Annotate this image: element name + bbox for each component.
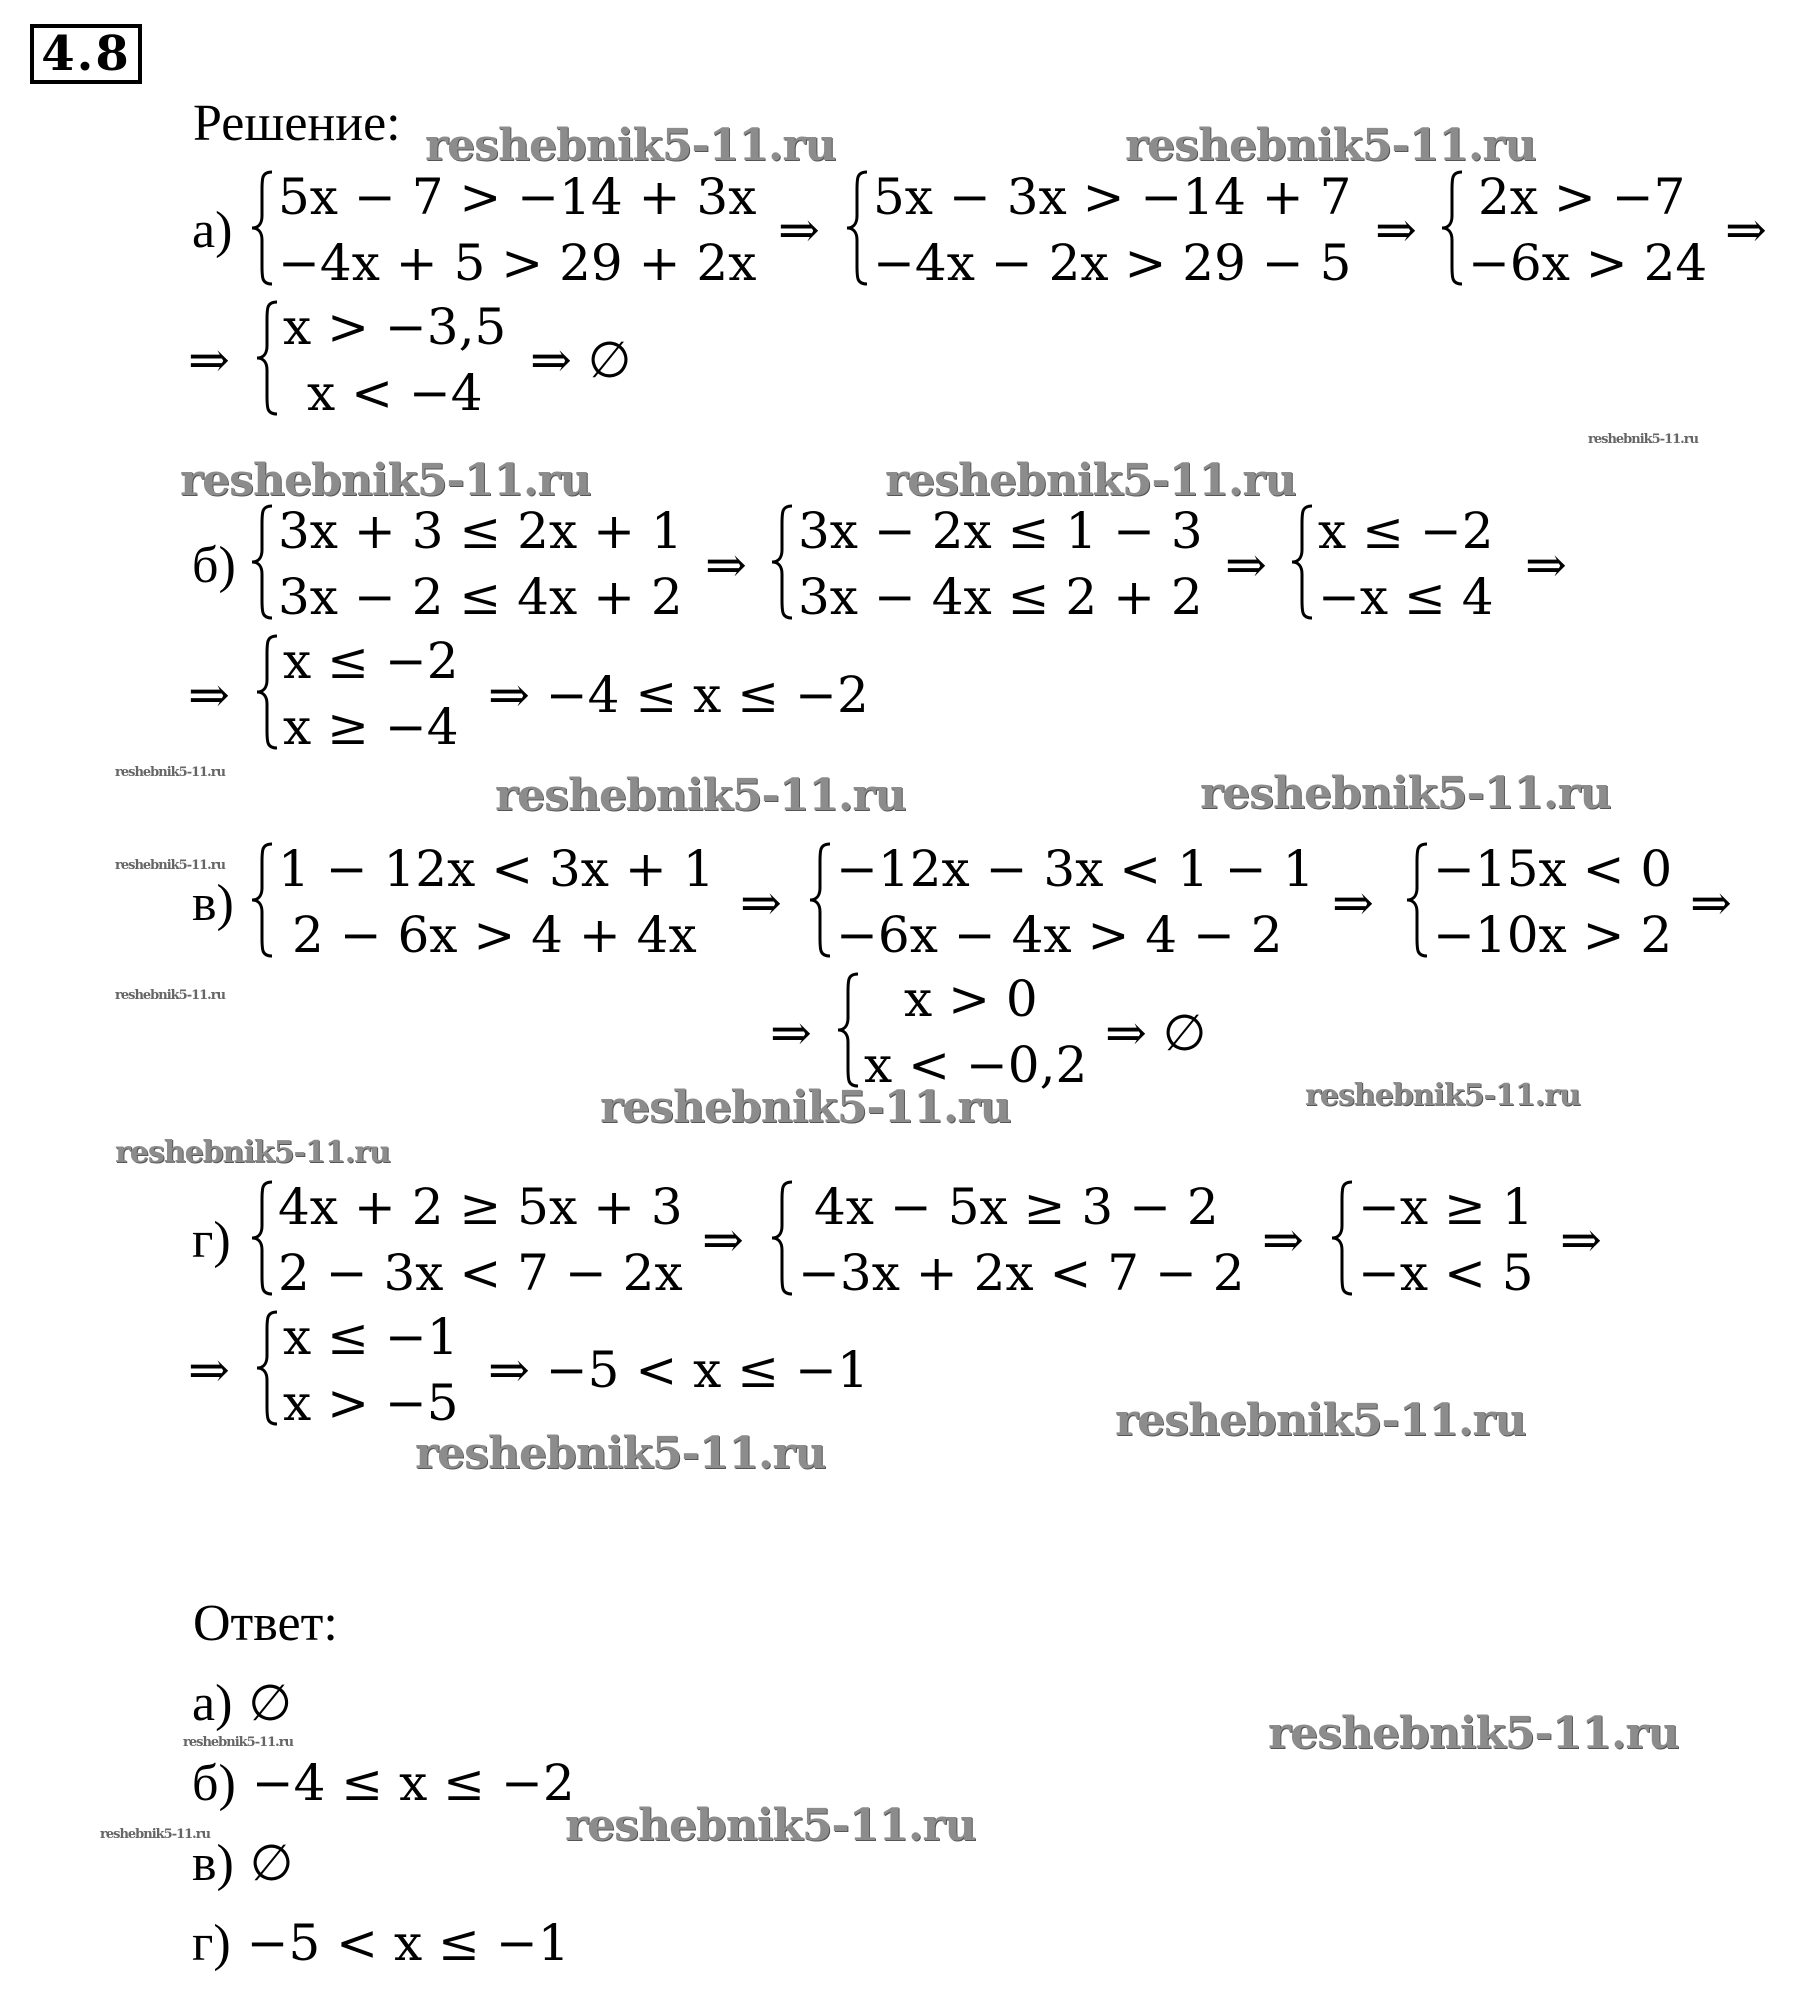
part-d-label: г)	[192, 1212, 231, 1269]
watermark: reshebnik5-11.ru	[415, 1428, 826, 1479]
implies-arrow: ⇒	[188, 1341, 230, 1399]
problem-number: 4.8	[30, 24, 142, 84]
watermark: reshebnik5-11.ru	[100, 1827, 211, 1842]
implies-arrow: ⇒	[770, 1004, 812, 1062]
brace-icon	[1290, 502, 1314, 622]
answer-d: г) −5 < x ≤ −1	[192, 1914, 570, 1972]
answer-b: б) −4 ≤ x ≤ −2	[192, 1754, 575, 1812]
brace-icon	[250, 502, 274, 622]
implies-arrow: ⇒	[1690, 874, 1732, 932]
part-a-label: а)	[192, 202, 233, 259]
watermark: reshebnik5-11.ru	[1268, 1708, 1679, 1759]
brace-icon	[255, 1308, 279, 1428]
watermark: reshebnik5-11.ru	[885, 455, 1296, 506]
part-b-result: ⇒ −4 ≤ x ≤ −2	[488, 666, 869, 724]
watermark: reshebnik5-11.ru	[115, 858, 226, 873]
watermark: reshebnik5-11.ru	[600, 1082, 1011, 1133]
implies-arrow: ⇒	[740, 874, 782, 932]
brace-icon	[250, 840, 274, 960]
implies-arrow: ⇒	[702, 1211, 744, 1269]
implies-arrow: ⇒	[1375, 201, 1417, 259]
brace-icon	[255, 632, 279, 752]
watermark: reshebnik5-11.ru	[1125, 120, 1536, 171]
implies-arrow: ⇒	[1525, 536, 1567, 594]
brace-icon	[250, 1178, 274, 1298]
watermark: reshebnik5-11.ru	[183, 1735, 294, 1750]
part-d-result: ⇒ −5 < x ≤ −1	[488, 1341, 869, 1399]
brace-icon	[770, 1178, 794, 1298]
answer-c: в) ∅	[192, 1834, 294, 1892]
watermark: reshebnik5-11.ru	[1200, 768, 1611, 819]
watermark: reshebnik5-11.ru	[115, 1135, 390, 1170]
implies-arrow: ⇒	[188, 666, 230, 724]
watermark: reshebnik5-11.ru	[180, 455, 591, 506]
brace-icon	[808, 840, 832, 960]
implies-arrow: ⇒	[705, 536, 747, 594]
watermark: reshebnik5-11.ru	[115, 988, 226, 1003]
brace-icon	[836, 970, 860, 1090]
part-c-label: в)	[192, 875, 234, 932]
watermark: reshebnik5-11.ru	[425, 120, 836, 171]
implies-arrow: ⇒	[188, 331, 230, 389]
brace-icon	[770, 502, 794, 622]
solution-label: Решение:	[193, 95, 401, 152]
implies-arrow: ⇒	[1560, 1211, 1602, 1269]
implies-arrow: ⇒	[778, 201, 820, 259]
watermark: reshebnik5-11.ru	[1588, 432, 1699, 447]
watermark: reshebnik5-11.ru	[565, 1800, 976, 1851]
part-c-result: ⇒ ∅	[1105, 1004, 1207, 1062]
part-b-label: б)	[192, 537, 236, 594]
brace-icon	[845, 168, 869, 288]
implies-arrow: ⇒	[1225, 536, 1267, 594]
answer-a: а) ∅	[192, 1674, 292, 1732]
implies-arrow: ⇒	[1262, 1211, 1304, 1269]
watermark: reshebnik5-11.ru	[495, 770, 906, 821]
part-a-result: ⇒ ∅	[530, 331, 632, 389]
watermark: reshebnik5-11.ru	[115, 765, 226, 780]
answer-label: Ответ:	[193, 1595, 338, 1652]
watermark: reshebnik5-11.ru	[1305, 1078, 1580, 1113]
brace-icon	[1405, 840, 1429, 960]
implies-arrow: ⇒	[1332, 874, 1374, 932]
brace-icon	[255, 298, 279, 418]
implies-arrow: ⇒	[1725, 201, 1767, 259]
brace-icon	[250, 168, 274, 288]
watermark: reshebnik5-11.ru	[1115, 1395, 1526, 1446]
brace-icon	[1330, 1178, 1354, 1298]
brace-icon	[1440, 168, 1464, 288]
